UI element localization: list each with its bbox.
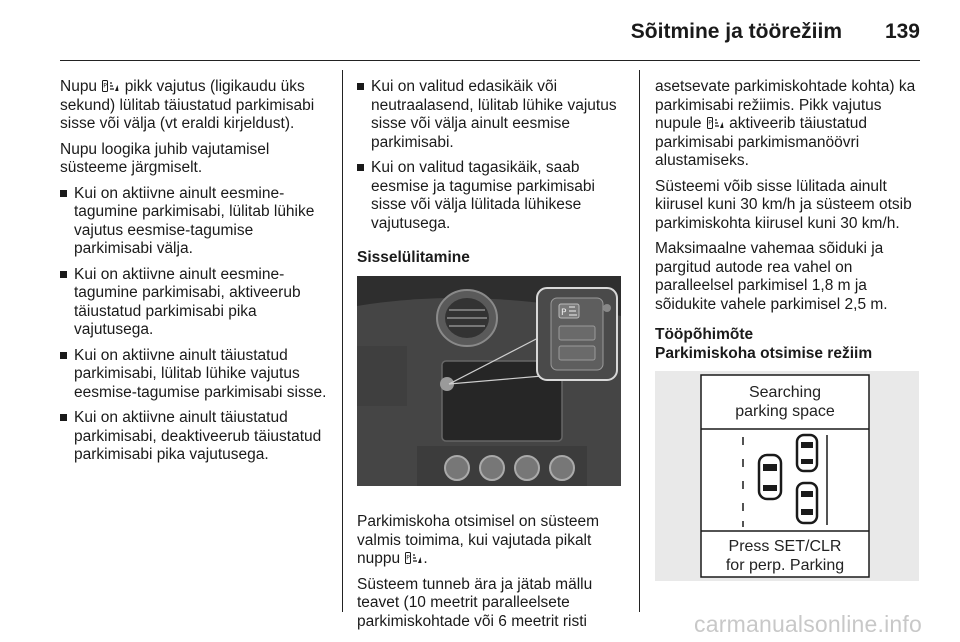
dashboard-button-photo: [357, 276, 621, 486]
page-header: [0, 14, 960, 50]
svg-text:P: P: [708, 119, 712, 127]
svg-text:P: P: [103, 82, 108, 90]
paragraph-long-press-activate: asetsevate parkimiskohtade kohta) ka parkimisabi režiimis. Pikk vajutus nupule P aktiveerib täiustatud parkimisabi parkimismanöövri alustamiseks.: [655, 78, 916, 169]
bullet-marker: [60, 271, 67, 278]
heading-search-mode: Parkimiskoha otsimise režiim: [655, 344, 873, 362]
column-2: [357, 78, 629, 638]
watermark: carmanualsonline.info: [694, 611, 922, 637]
parked-car-icon: [797, 483, 817, 523]
list-item: Kui on aktiivne ainult täiustatud parkimisabi, deaktiveerub täiustatud parkimisabi pika vajutusega.: [60, 409, 332, 465]
parking-assist-icon: [707, 117, 724, 129]
paragraph-button-logic: Nupu loogika juhib vajutamisel süsteeme järgmiselt.: [60, 140, 270, 176]
paragraph-speed-limit: Süsteemi võib sisse lülitada ainult kiirusel kuni 30 km/h ja süsteem otsib parkimiskohta kiirusel kuni 30 km/h.: [655, 177, 912, 232]
parked-car-icon: [797, 435, 817, 471]
column-divider-2: [639, 70, 640, 612]
page-number: 139: [884, 20, 920, 43]
list-item: Kui on aktiivne ainult eesmine-tagumine parkimisabi, aktiveerub täiustatud parkimisabi pika vajutusega.: [60, 266, 332, 340]
list-item: Kui on aktiivne ainult eesmine-tagumine parkimisabi, lülitab lühike vajutus eesmise-tagumise parkimisabi välja.: [60, 185, 332, 259]
parking-assist-icon: [405, 552, 422, 564]
list-item: Kui on valitud edasikäik või neutraalasend, lülitab lühike vajutus sisse või välja ainult eesmise parkimisabi.: [357, 78, 629, 152]
column-divider-1: [342, 70, 343, 612]
display-top-line1: Searching: [748, 384, 822, 401]
list-item: Kui on valitud tagasikäik, saab eesmise ja tagumise parkimisabi sisse või välja lülitada lühikese vajutusega.: [357, 159, 629, 233]
display-bottom-line1: Press SET/CLR: [728, 538, 842, 555]
svg-text:P: P: [561, 307, 567, 318]
heading-operating-principle: Tööpõhimõte: [655, 326, 754, 343]
driver-info-display-illustration: [655, 371, 919, 581]
column-3: [655, 78, 925, 587]
bullet-marker: [60, 190, 67, 197]
paragraph-search-ready: Parkimiskoha otsimisel on süsteem valmis toimima, kui vajutada pikalt nuppu P .: [357, 513, 600, 567]
paragraph-max-distance: Maksimaalne vahemaa sõiduki ja pargitud autode rea vahel on paralleelsel parkimisel 1,8 m ja sõidukite vahele parkimisel 2,5 m.: [655, 240, 888, 313]
display-bottom-line2: for perp. Parking: [725, 557, 845, 574]
bullet-marker: [357, 83, 364, 90]
column-1: [60, 78, 332, 472]
svg-text:P: P: [406, 554, 411, 562]
bullet-marker: [60, 352, 67, 359]
parking-assist-icon: [102, 80, 119, 92]
section-title: Sõitmine ja töörežiim: [630, 20, 842, 43]
list-item: Kui on aktiivne ainult täiustatud parkimisabi, lülitab lühike vajutus eesmise-tagumise parkimisabi sisse.: [60, 347, 332, 403]
display-top-line2: parking space: [735, 403, 835, 420]
paragraph-button-long-press: Nupu P pikk vajutus (ligikaudu üks sekund) lülitab täiustatud parkimisabi sisse või välja (vt eraldi kirjeldust).: [60, 78, 315, 132]
header-divider: [60, 60, 920, 61]
own-car-icon: [759, 455, 781, 499]
paragraph-system-memory: Süsteem tunneb ära ja jätab mällu teavet (10 meetrit paralleelsete parkimiskohtade või 6 meetrit risti: [357, 575, 593, 630]
bullet-marker: [60, 414, 67, 421]
bullet-marker: [357, 164, 364, 171]
heading-activation: Sisselülitamine: [357, 249, 470, 266]
